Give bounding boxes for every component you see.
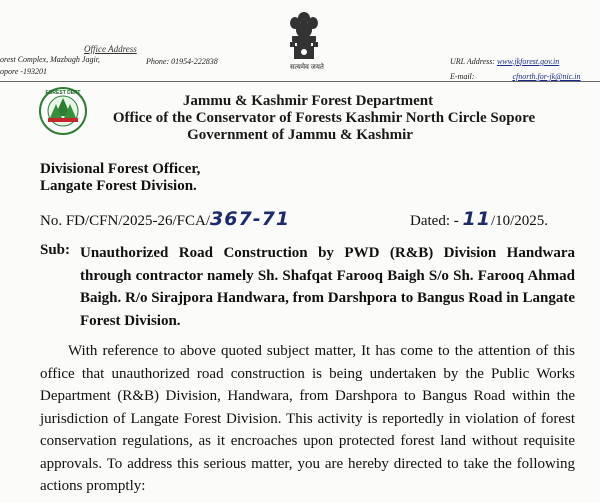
- email-address: [450, 72, 581, 81]
- reference-prefix: No. FD/CFN/2025-26/FCA/: [40, 213, 211, 229]
- email-link[interactable]: cfnorth.for-jk@nic.in: [512, 72, 581, 81]
- addressee-division: Langate Forest Division.: [40, 178, 197, 194]
- url-address: [450, 57, 559, 66]
- phone-number: Phone: 01954-222838: [146, 57, 218, 66]
- addressee-designation: Divisional Forest Officer,: [40, 161, 201, 177]
- government-name: Government of Jammu & Kashmir: [187, 127, 413, 143]
- subject-text: Unauthorized Road Construction by PWD (R&B) Division Handwara through contractor namely Sh. Shafqat Farooq Baigh S/o Sh. Farooq Ahmad Baigh. R/o Sirajpora Handwara, from Darshpora to Bangus Road in Langate Forest Division.: [80, 245, 575, 329]
- logo-lettering: FOREST DEPT: [45, 90, 81, 96]
- department-name: Jammu & Kashmir Forest Department: [182, 93, 434, 109]
- address-line-2: opore -193201: [0, 67, 48, 76]
- subject-label: Sub:: [40, 242, 71, 258]
- body-paragraph: With reference to above quoted subject matter, It has come to the attention of this office that unauthorized road construction is being undertaken by the Public Works Department (R&B) Division, Handwara, from Darshpora to Bangus Road within the jurisdiction of Langate Forest Division. This activity is reportedly in violation of forest conservation regulations, as it encroaches upon protected forest land without requisite approvals. To address this serious matter, you are hereby directed to take the following actions promptly:: [40, 343, 575, 494]
- header-divider: [0, 81, 600, 82]
- date-prefix: Dated: -: [410, 213, 459, 229]
- letter-date: [410, 208, 548, 230]
- reference-number: [40, 208, 290, 230]
- email-label: E-mail:: [450, 72, 475, 81]
- address-line-1: orest Complex, Mazbugh Jagir,: [0, 55, 100, 64]
- date-suffix: /10/2025.: [490, 213, 549, 229]
- url-label: URL Address:: [450, 57, 495, 66]
- url-link[interactable]: www.jkforest.gov.in: [496, 57, 560, 66]
- handwritten-day: 11: [462, 208, 491, 230]
- emblem-motto: सत्यमेव जयते: [290, 63, 324, 71]
- handwritten-reference-number: 367-71: [210, 208, 291, 230]
- state-emblem-icon: [284, 8, 324, 68]
- office-name: Office of the Conservator of Forests Kashmir North Circle Sopore: [112, 110, 536, 126]
- office-address-label: Office Address: [84, 44, 137, 54]
